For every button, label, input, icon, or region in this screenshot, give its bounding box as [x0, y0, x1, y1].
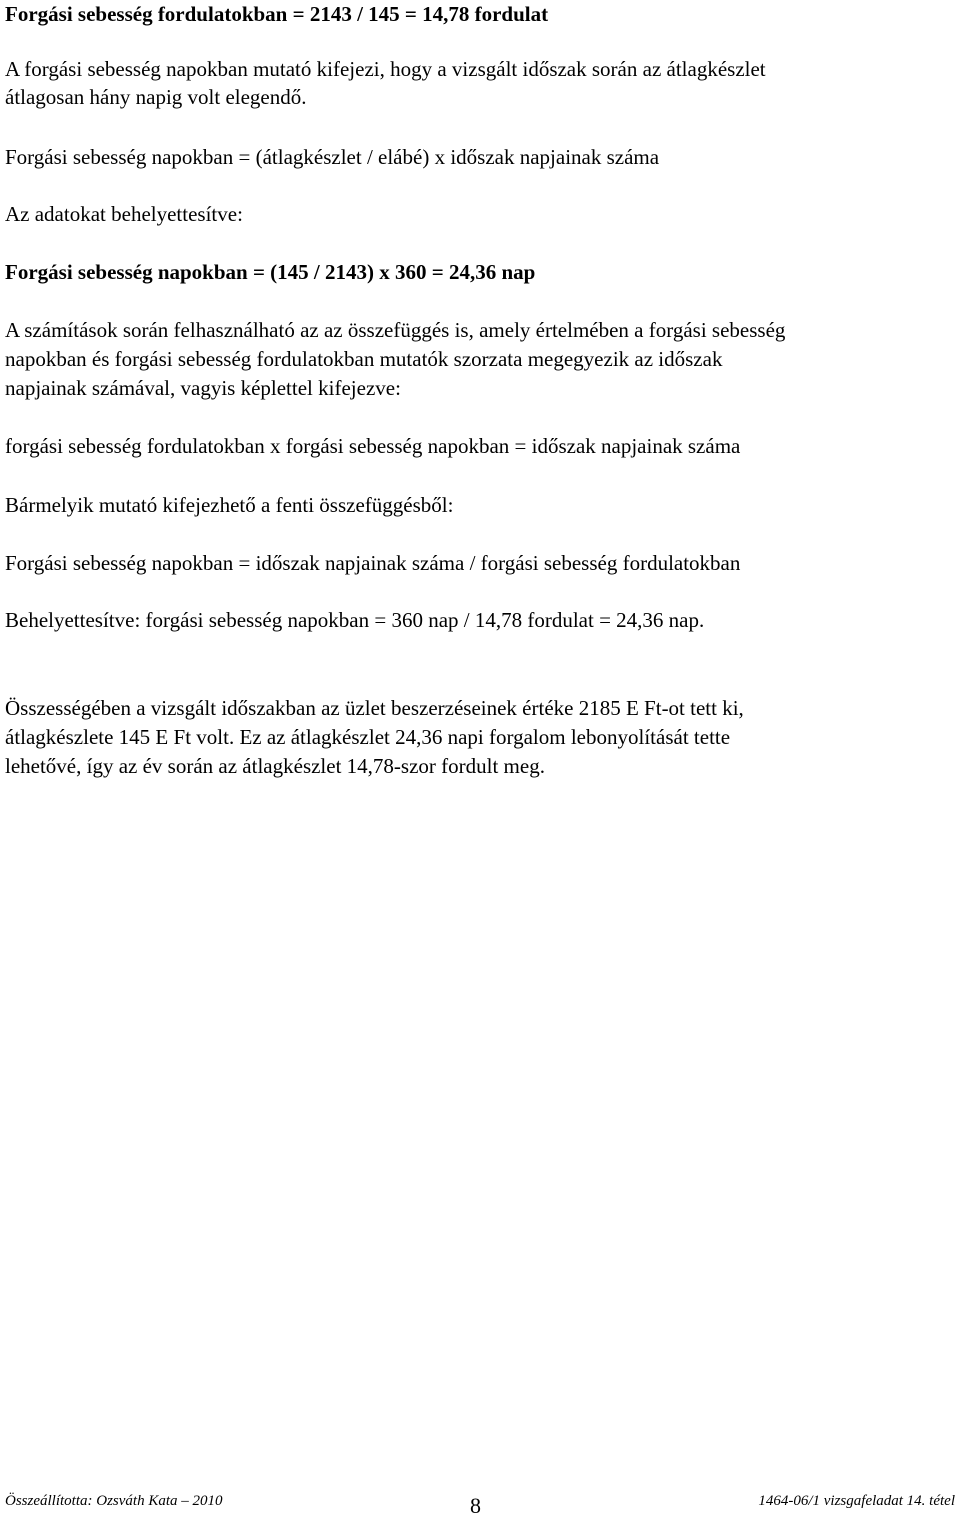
footer-author: Összeállította: Ozsváth Kata – 2010 [5, 1493, 223, 1509]
page-number: 8 [470, 1493, 481, 1518]
paragraph-line: A forgási sebesség napokban mutató kifejezi, hogy a vizsgált időszak során az átlagkészlet [5, 57, 766, 81]
derivation-intro: Bármelyik mutató kifejezhető a fenti összefüggésből: [5, 493, 454, 517]
summary-line: Összességében a vizsgált időszakban az üzlet beszerzéseinek értéke 2185 E Ft-ot tett ki, [5, 696, 744, 720]
summary-line: lehetővé, így az év során az átlagkészlet 14,78-szor fordult meg. [5, 754, 545, 778]
formula-derived: Forgási sebesség napokban = időszak napjainak száma / forgási sebesség fordulatokban [5, 551, 741, 575]
paragraph-line: napjainak számával, vagyis képlettel kifejezve: [5, 376, 401, 400]
summary-line: átlagkészlete 145 E Ft volt. Ez az átlagkészlet 24,36 napi forgalom lebonyolítását tette [5, 725, 731, 749]
result-days: Forgási sebesség napokban = (145 / 2143) x 360 = 24,36 nap [5, 260, 536, 284]
footer-exam-ref: 1464-06/1 vizsgafeladat 14. tétel [758, 1493, 955, 1509]
substitution-intro: Az adatokat behelyettesítve: [5, 202, 243, 226]
heading-turnover-count: Forgási sebesség fordulatokban = 2143 / 145 = 14,78 fordulat [5, 2, 549, 26]
paragraph-line: A számítások során felhasználható az az összefüggés is, amely értelmében a forgási sebesség [5, 318, 786, 342]
paragraph-line: napokban és forgási sebesség fordulatokban mutatók szorzata megegyezik az időszak [5, 347, 723, 371]
formula-days: Forgási sebesség napokban = (átlagkészlet / elábé) x időszak napjainak száma [5, 145, 660, 169]
substitution-result: Behelyettesítve: forgási sebesség napokban = 360 nap / 14,78 fordulat = 24,36 nap. [5, 608, 705, 632]
formula-product: forgási sebesség fordulatokban x forgási sebesség napokban = időszak napjainak száma [5, 434, 741, 458]
paragraph-line: átlagosan hány napig volt elegendő. [5, 85, 307, 109]
